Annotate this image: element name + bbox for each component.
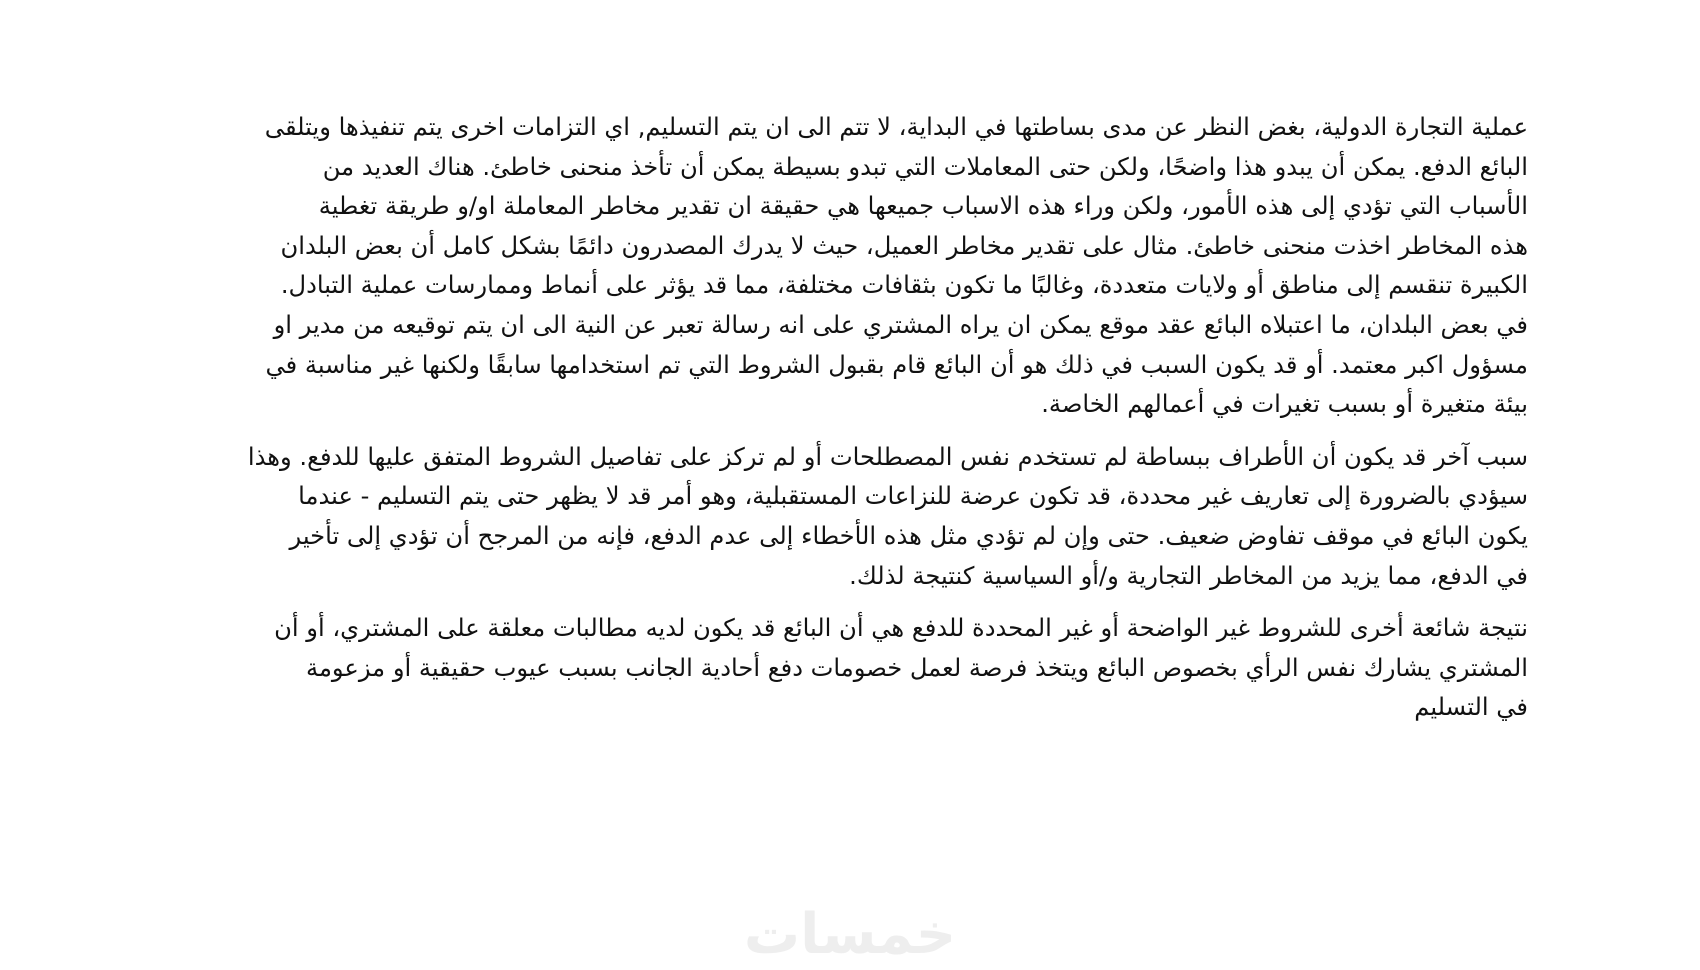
- text-line: في الدفع، مما يزيد من المخاطر التجارية و/أو السياسية كنتيجة لذلك.: [849, 561, 1528, 590]
- paragraph-3: [196, 609, 1528, 728]
- text-line: في التسليم: [1414, 693, 1528, 722]
- text-line: البائع الدفع. يمكن أن يبدو هذا واضحًا، ولكن حتى المعاملات التي تبدو بسيطة يمكن أن تأخذ منحنى خاطئ. هناك العديد من: [322, 152, 1528, 181]
- text-line: نتيجة شائعة أخرى للشروط غير الواضحة أو غير المحددة للدفع هي أن البائع قد يكون لديه مطالبات معلقة على المشتري، أو أن: [274, 614, 1528, 643]
- text-line: الكبيرة تنقسم إلى مناطق أو ولايات متعددة، وغالبًا ما تكون بثقافات مختلفة، مما قد يؤثر على أنماط وممارسات عملية التبادل.: [280, 271, 1528, 300]
- text-line: المشتري يشارك نفس الرأي بخصوص البائع ويتخذ فرصة لعمل خصومات دفع أحادية الجانب بسبب عيوب حقيقية أو مزعومة: [305, 653, 1528, 682]
- watermark-logo: خمسات: [743, 902, 957, 967]
- text-line: الأسباب التي تؤدي إلى هذه الأمور، ولكن وراء هذه الاسباب جميعها هي حقيقة ان تقدير مخاطر المعاملة او/و طريقة تغطية: [318, 192, 1528, 221]
- paragraph-1: [196, 108, 1528, 425]
- text-line: عملية التجارة الدولية، بغض النظر عن مدى بساطتها في البداية، لا تتم الى ان يتم التسليم, اي التزامات اخرى يتم تنفيذها ويتلقى: [264, 113, 1528, 141]
- text-line: سيؤدي بالضرورة إلى تعاريف غير محددة، قد تكون عرضة للنزاعات المستقبلية، وهو أمر قد لا يظهر حتى يتم التسليم - عندما: [298, 482, 1528, 511]
- text-line: يكون البائع في موقف تفاوض ضعيف. حتى وإن لم تؤدي مثل هذه الأخطاء إلى عدم الدفع، فإنه من المرجح أن تؤدي إلى تأخير: [289, 521, 1528, 550]
- text-line: سبب آخر قد يكون أن الأطراف ببساطة لم تستخدم نفس المصطلحات أو لم تركز على تفاصيل الشروط المتفق عليها للدفع. وهذا: [247, 442, 1528, 471]
- text-line: مسؤول اكبر معتمد. أو قد يكون السبب في ذلك هو أن البائع قام بقبول الشروط التي تم استخدامها سابقًا ولكنها غير مناسبة في: [265, 350, 1528, 379]
- text-line: هذه المخاطر اخذت منحنى خاطئ. مثال على تقدير مخاطر العميل، حيث لا يدرك المصدرون دائمًا بشكل كامل أن بعض البلدان: [280, 231, 1528, 260]
- document-body: [196, 108, 1528, 728]
- text-line: بيئة متغيرة أو بسبب تغيرات في أعمالهم الخاصة.: [1041, 390, 1528, 419]
- text-line: في بعض البلدان، ما اعتبلاه البائع عقد موقع يمكن ان يراه المشتري على انه رسالة تعبر عن النية الى ان يتم توقيعه من مدير او: [273, 310, 1528, 339]
- paragraph-2: [196, 438, 1528, 596]
